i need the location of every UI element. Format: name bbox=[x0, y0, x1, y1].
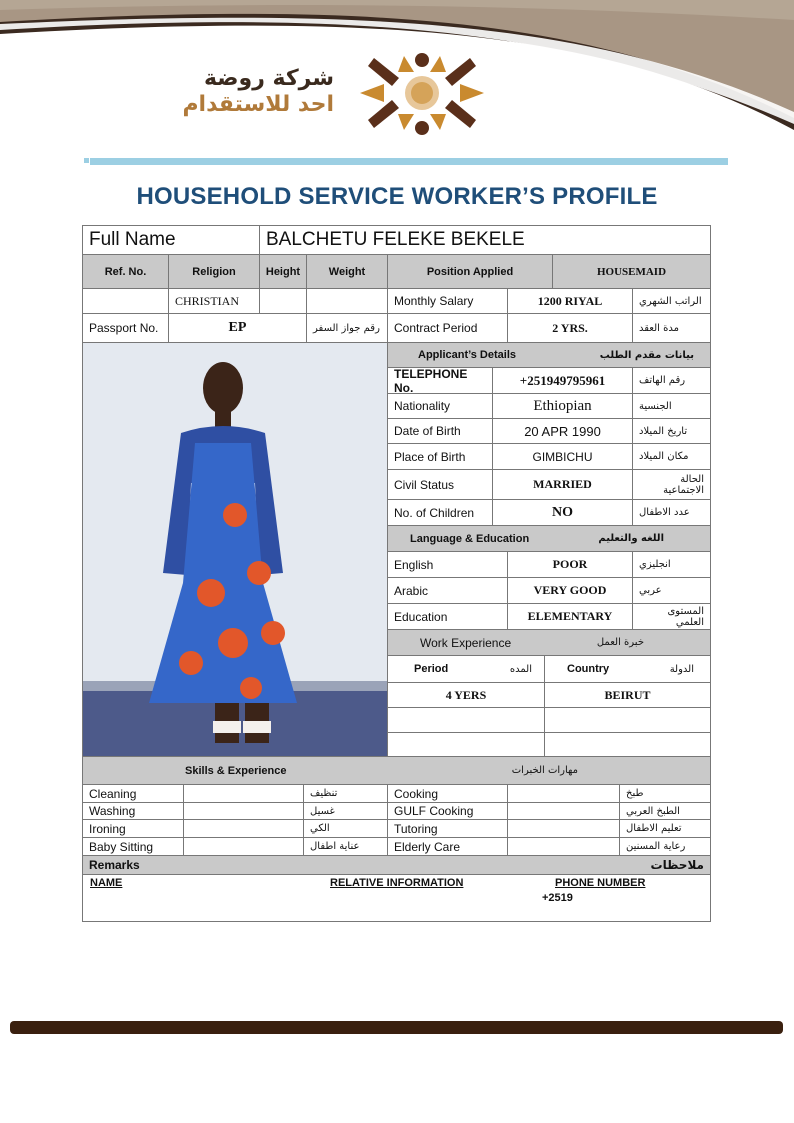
work-experience-title-ar: خبرة العمل bbox=[596, 637, 644, 648]
civil-status-label: Civil Status bbox=[388, 470, 493, 500]
children-label: No. of Children bbox=[388, 500, 493, 526]
remarks-header bbox=[83, 856, 710, 875]
work-country-2 bbox=[545, 708, 710, 733]
skills-title-ar: مهارات الخبرات bbox=[511, 765, 578, 776]
skill-washing-value bbox=[184, 803, 304, 820]
remarks-phone-col: PHONE NUMBER bbox=[555, 877, 646, 889]
language-title-ar: اللغه والتعليم bbox=[598, 533, 664, 544]
skill-tutoring-value bbox=[508, 820, 620, 838]
period-label-ar: المده bbox=[509, 663, 532, 675]
telephone-label: TELEPHONE No. bbox=[388, 368, 493, 394]
arabic-value: VERY GOOD bbox=[508, 578, 633, 604]
arabic-label: Arabic bbox=[388, 578, 508, 604]
english-label-ar: انجليزي bbox=[633, 552, 710, 578]
work-experience-title: Work Experience bbox=[420, 635, 512, 650]
skill-elderly-care-value bbox=[508, 838, 620, 856]
work-country-1: BEIRUT bbox=[545, 683, 710, 708]
full-name-label: Full Name bbox=[83, 226, 260, 255]
contract-value: 2 YRS. bbox=[508, 314, 633, 343]
weight-header: Weight bbox=[307, 255, 388, 289]
arabic-label-ar: عربي bbox=[633, 578, 710, 604]
country-label-ar: الدولة bbox=[669, 663, 694, 675]
pob-label: Place of Birth bbox=[388, 444, 493, 470]
pob-label-ar: مكان الميلاد bbox=[633, 444, 710, 470]
period-label: Period bbox=[414, 663, 449, 675]
skill-washing: Washing bbox=[83, 803, 184, 820]
skill-elderly-care-ar: رعاية المسنين bbox=[620, 838, 710, 856]
language-title: Language & Education bbox=[410, 532, 530, 545]
applicant-details-title-ar: بيانات مقدم الطلب bbox=[599, 349, 694, 361]
skills-header bbox=[83, 757, 710, 785]
education-label: Education bbox=[388, 604, 508, 630]
skill-baby-sitting-ar: عناية اطفال bbox=[304, 838, 388, 856]
company-logo-icon bbox=[354, 48, 490, 138]
ref-no-value bbox=[83, 289, 169, 314]
skill-gulf-cooking-ar: الطبخ العربي bbox=[620, 803, 710, 820]
company-name-line1: شركة روضة bbox=[203, 66, 334, 91]
profile-form bbox=[82, 225, 711, 922]
education-value: ELEMENTARY bbox=[508, 604, 633, 630]
children-label-ar: عدد الاطفال bbox=[633, 500, 710, 526]
passport-label-ar: رقم جواز السفر bbox=[307, 314, 388, 343]
pob-value: GIMBICHU bbox=[493, 444, 633, 470]
nationality-label-ar: الجنسية bbox=[633, 394, 710, 419]
salary-value: 1200 RIYAL bbox=[508, 289, 633, 314]
dob-value: 20 APR 1990 bbox=[493, 419, 633, 444]
salary-label-ar: الراتب الشهري bbox=[633, 289, 710, 314]
work-experience-header bbox=[388, 630, 710, 656]
salary-label: Monthly Salary bbox=[388, 289, 508, 314]
remarks-relative-col: RELATIVE INFORMATION bbox=[330, 877, 464, 889]
height-value bbox=[260, 289, 307, 314]
ref-no-header: Ref. No. bbox=[83, 255, 169, 289]
page-title: HOUSEHOLD SERVICE WORKER’S PROFILE bbox=[136, 183, 658, 210]
weight-value bbox=[307, 289, 388, 314]
skill-cooking-value bbox=[508, 785, 620, 803]
work-period-3 bbox=[388, 733, 545, 757]
skill-ironing-value bbox=[184, 820, 304, 838]
civil-status-value: MARRIED bbox=[493, 470, 633, 500]
applicant-details-header bbox=[388, 343, 710, 368]
remarks-name-col: NAME bbox=[90, 877, 123, 889]
skill-gulf-cooking-value bbox=[508, 803, 620, 820]
country-header bbox=[545, 656, 710, 683]
skill-washing-ar: غسيل bbox=[304, 803, 388, 820]
dob-label-ar: تاريخ الميلاد bbox=[633, 419, 710, 444]
skill-baby-sitting: Baby Sitting bbox=[83, 838, 184, 856]
position-applied-label: Position Applied bbox=[388, 255, 553, 289]
skill-cleaning-ar: تنظيف bbox=[304, 785, 388, 803]
remarks-label-ar: ملاحظات bbox=[650, 858, 704, 872]
skill-tutoring: Tutoring bbox=[388, 820, 508, 838]
period-header bbox=[388, 656, 545, 683]
skill-cooking-ar: طبخ bbox=[620, 785, 710, 803]
telephone-label-ar: رقم الهاتف bbox=[633, 368, 710, 394]
skill-cooking: Cooking bbox=[388, 785, 508, 803]
civil-status-label-ar: الحالة الاجتماعية bbox=[633, 470, 710, 500]
skill-cleaning-value bbox=[184, 785, 304, 803]
english-value: POOR bbox=[508, 552, 633, 578]
work-period-1: 4 YERS bbox=[388, 683, 545, 708]
contract-label-ar: مدة العقد bbox=[633, 314, 710, 343]
skills-title: Skills & Experience bbox=[185, 764, 287, 777]
nationality-value: Ethiopian bbox=[493, 394, 633, 419]
company-logo-text bbox=[182, 66, 334, 118]
english-label: English bbox=[388, 552, 508, 578]
skill-elderly-care: Elderly Care bbox=[388, 838, 508, 856]
full-name-value: BALCHETU FELEKE BEKELE bbox=[260, 226, 710, 255]
country-label: Country bbox=[567, 663, 610, 675]
religion-value: CHRISTIAN bbox=[169, 289, 260, 314]
telephone-value: +251949795961 bbox=[493, 368, 633, 394]
skill-tutoring-ar: تعليم الاطفال bbox=[620, 820, 710, 838]
contract-label: Contract Period bbox=[388, 314, 508, 343]
passport-label: Passport No. bbox=[83, 314, 169, 343]
remarks-phone-value: +2519 bbox=[542, 892, 573, 904]
skill-gulf-cooking: GULF Cooking bbox=[388, 803, 508, 820]
company-name-line2: احد للاستقدام bbox=[182, 92, 334, 117]
passport-value: EP bbox=[169, 314, 307, 343]
applicant-details-title: Applicant’s Details bbox=[418, 349, 517, 361]
children-value: NO bbox=[493, 500, 633, 526]
skill-ironing-ar: الكي bbox=[304, 820, 388, 838]
skill-baby-sitting-value bbox=[184, 838, 304, 856]
header-divider bbox=[90, 158, 728, 165]
remarks-label: Remarks bbox=[89, 858, 140, 872]
religion-header: Religion bbox=[169, 255, 260, 289]
nationality-label: Nationality bbox=[388, 394, 493, 419]
divider-dot bbox=[84, 158, 89, 163]
work-period-2 bbox=[388, 708, 545, 733]
skill-cleaning: Cleaning bbox=[83, 785, 184, 803]
language-header bbox=[388, 526, 710, 552]
footer-bar bbox=[10, 1021, 783, 1034]
position-applied-value: HOUSEMAID bbox=[553, 255, 710, 289]
skill-ironing: Ironing bbox=[83, 820, 184, 838]
education-label-ar: المستوى العلمي bbox=[633, 604, 710, 630]
dob-label: Date of Birth bbox=[388, 419, 493, 444]
applicant-photo bbox=[83, 343, 388, 757]
work-country-3 bbox=[545, 733, 710, 757]
height-header: Height bbox=[260, 255, 307, 289]
